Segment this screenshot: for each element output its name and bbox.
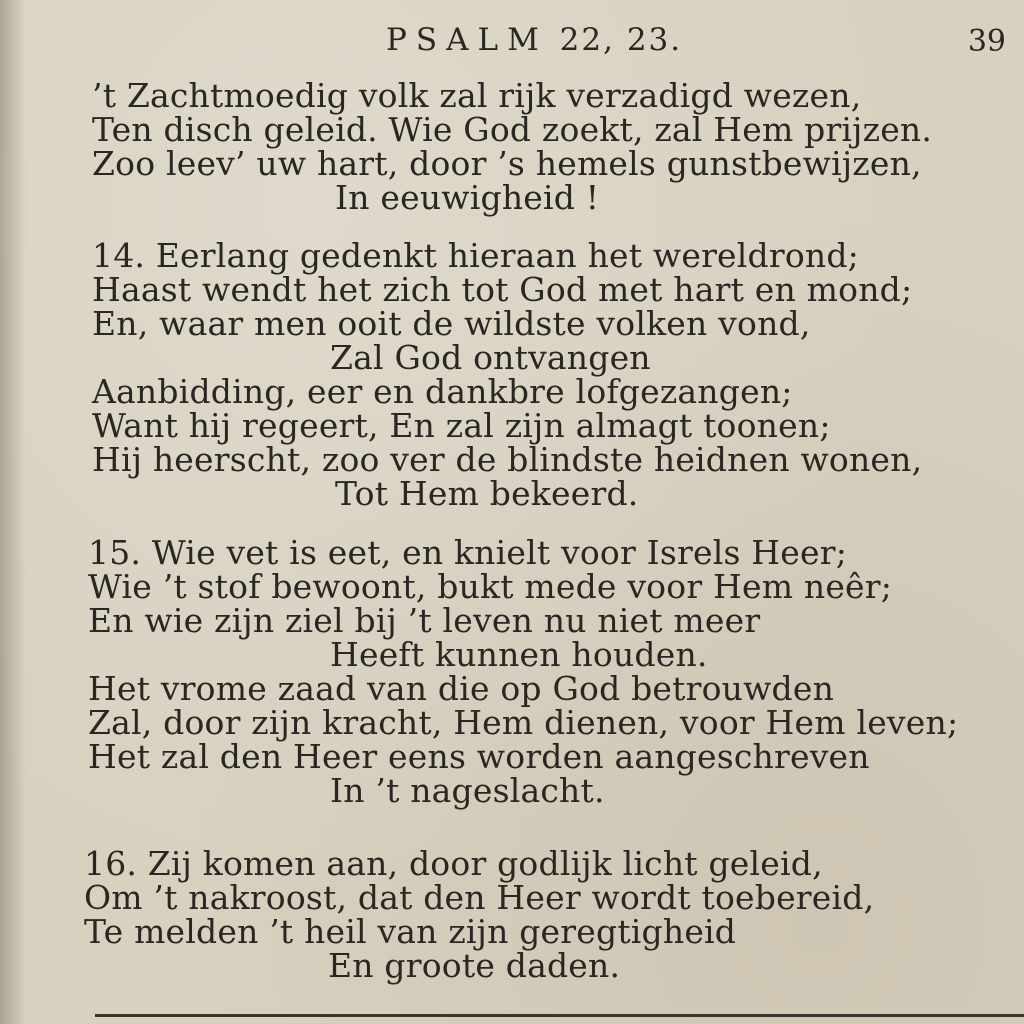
- verse-line: Zal, door zijn kracht, Hem dienen, voor Hem leven;: [88, 703, 959, 742]
- verse-refrain-line: Heeft kunnen houden.: [330, 635, 708, 674]
- verse-line: Haast wendt het zich tot God met hart en mond;: [92, 270, 913, 309]
- verse-15-first-line: 15. Wie vet is eet, en knielt voor Isrels Heer;: [88, 533, 848, 572]
- verse-line: En wie zijn ziel bij ’t leven nu niet meer: [88, 601, 761, 640]
- verse-line: Het zal den Heer eens worden aangeschreven: [88, 737, 870, 776]
- verse-line: Zoo leev’ uw hart, door ’s hemels gunstbewijzen,: [92, 144, 922, 183]
- verse-line: Te melden ’t heil van zijn geregtigheid: [84, 912, 737, 951]
- running-title-numbers: 22, 23.: [559, 22, 683, 58]
- verse-14-first-line: 14. Eerlang gedenkt hieraan het wereldrond;: [92, 236, 860, 275]
- verse-line: Want hij regeert, En zal zijn almagt toonen;: [92, 406, 831, 445]
- verse-refrain-line: In ’t nageslacht.: [330, 771, 605, 810]
- verse-refrain-line: En groote daden.: [328, 946, 621, 985]
- verse-line: En, waar men ooit de wildste volken vond,: [92, 304, 811, 343]
- page-header: [0, 22, 1024, 62]
- verse-refrain-line: Tot Hem bekeerd.: [335, 474, 639, 513]
- verse-line: Aanbidding, eer en dankbre lofgezangen;: [92, 372, 793, 411]
- verse-line: Ten disch geleid. Wie God zoekt, zal Hem prijzen.: [92, 110, 933, 149]
- bottom-rule: [95, 1014, 1024, 1017]
- verse-refrain-line: Zal God ontvangen: [330, 338, 651, 377]
- verse-refrain-line: In eeuwigheid !: [335, 178, 600, 217]
- verse-line: Het vrome zaad van die op God betrouwden: [88, 669, 835, 708]
- running-title: [386, 22, 682, 58]
- page-number: 39: [967, 24, 1006, 59]
- page-binding-shadow: [0, 0, 26, 1024]
- verse-line: ’t Zachtmoedig volk zal rijk verzadigd wezen,: [92, 76, 862, 115]
- verse-16-first-line: 16. Zij komen aan, door godlijk licht geleid,: [84, 844, 823, 883]
- verse-line: Hij heerscht, zoo ver de blindste heidnen wonen,: [92, 440, 923, 479]
- verse-line: Om ’t nakroost, dat den Heer wordt toebereid,: [84, 878, 875, 917]
- verse-line: Wie ’t stof bewoont, bukt mede voor Hem neêr;: [88, 567, 893, 606]
- running-title-word: PSALM: [386, 22, 548, 58]
